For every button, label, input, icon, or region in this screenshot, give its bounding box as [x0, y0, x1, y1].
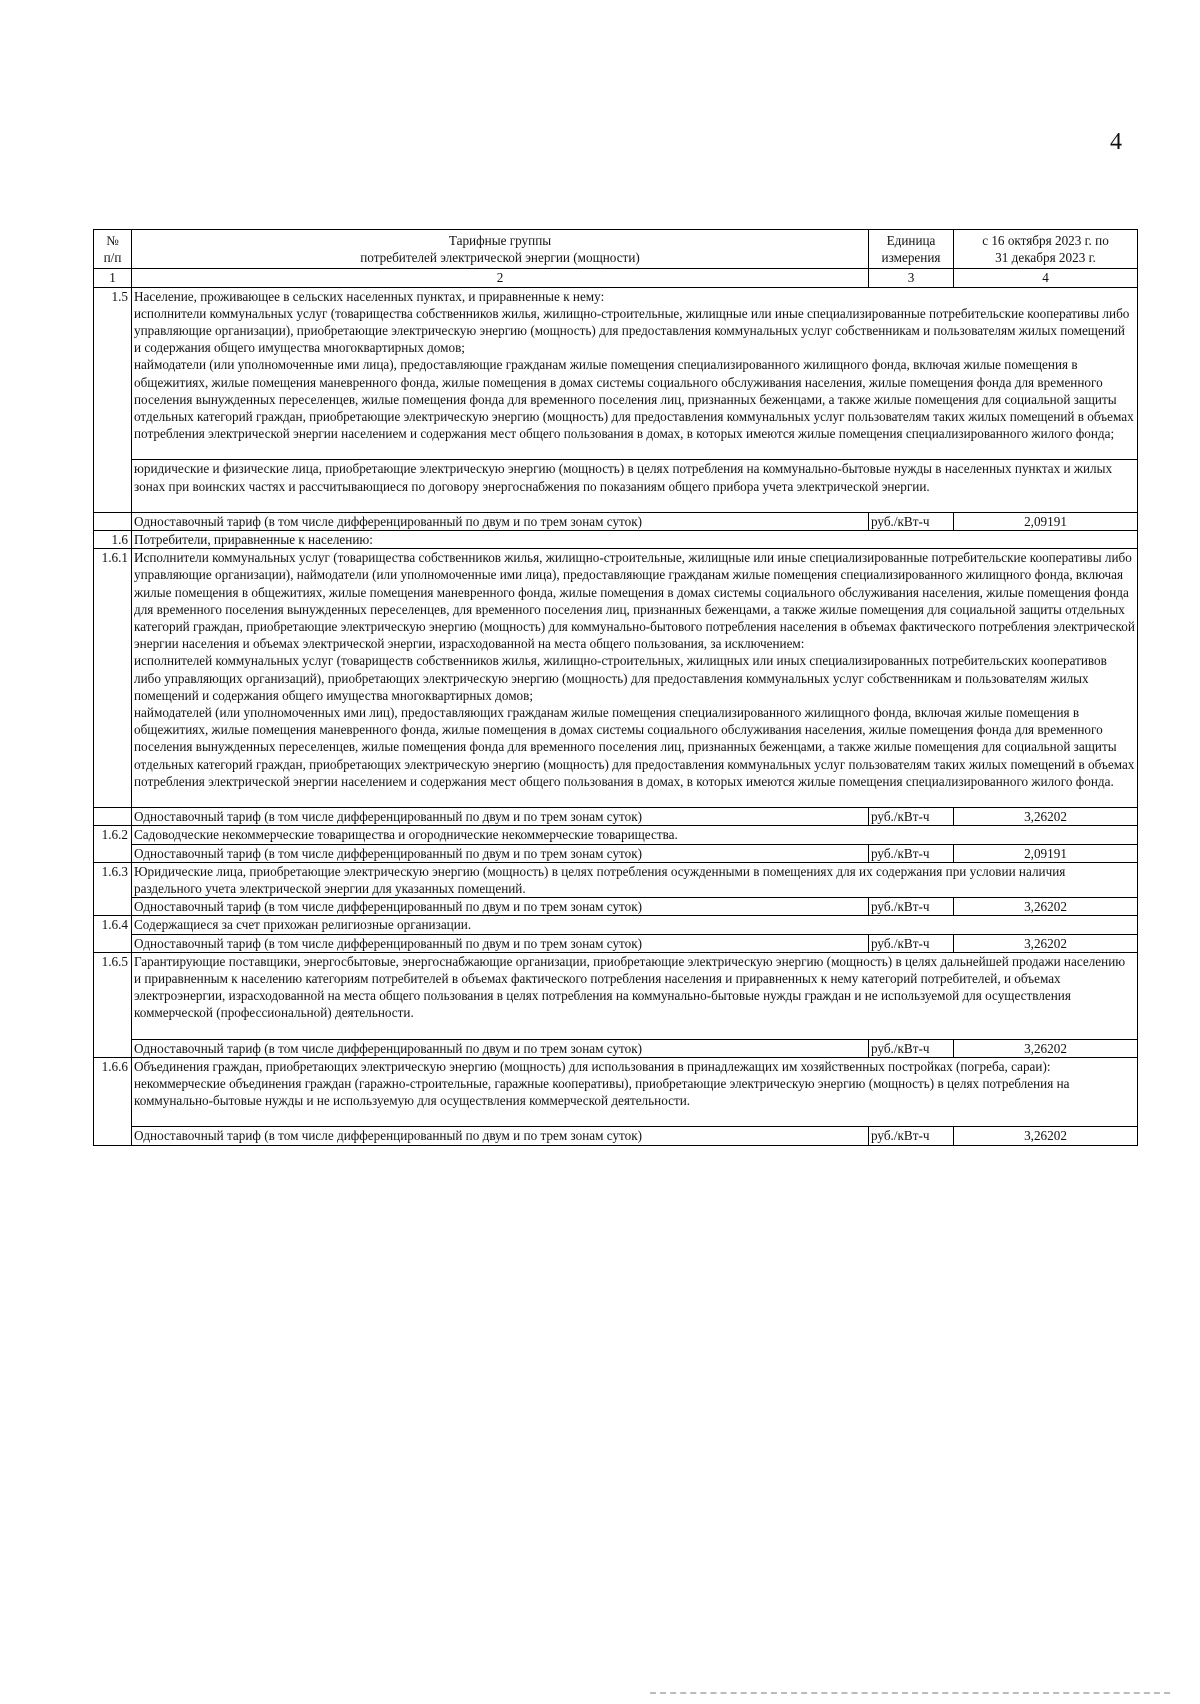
header-value-line2: 31 декабря 2023 г.	[995, 250, 1096, 266]
row-number: 1.5	[94, 287, 132, 512]
tariff-unit: руб./кВт-ч	[869, 1127, 954, 1145]
table-row	[94, 549, 1138, 808]
row-description	[132, 952, 1138, 1039]
header-unit-line1: Единица	[886, 233, 936, 248]
tariff-value: 3,26202	[954, 1127, 1138, 1145]
tariff-unit: руб./кВт-ч	[869, 934, 954, 952]
tariff-row	[94, 934, 1138, 952]
tariff-name: Одноставочный тариф (в том числе дифференцированный по двум и по трем зонам суток)	[132, 1127, 869, 1145]
row-number: 1.6.5	[94, 952, 132, 1057]
table-row	[94, 531, 1138, 549]
row-number: 1.6.3	[94, 862, 132, 916]
tariff-row	[94, 844, 1138, 862]
row-paragraph: Исполнители коммунальных услуг (товарищества собственников жилья, жилищно-строительные, жилищные или иные специализированные потребительские кооперативы либо управляющие организации), наймодатели (или уполномоченные ими лица), предоставляющие гражданам жилые помещения специализированного жилищного фонда, включая жилые помещения в общежитиях, жилые помещения маневренного фонда, жилые помещения в домах системы социального обслуживания населения, жилые помещения фонда для временного поселения вынужденных переселенцев, для временного поселения лиц, признанных беженцами, а также жилые помещения для социальной защиты отдельных категорий граждан, приобретающие электрическую энергию (мощность) для коммунально-бытового потребления населения в объемах фактического потребления электрической энергии населения и объемах электрической энергии, израсходованной на места общего пользования, за исключением:	[134, 550, 1135, 652]
tariff-table	[93, 229, 1138, 1146]
tariff-value: 3,26202	[954, 1039, 1138, 1057]
index-cell: 4	[954, 269, 1138, 287]
row-description: Садоводческие некоммерческие товарищества и огороднические некоммерческие товарищества.	[132, 826, 1138, 844]
row-paragraph: исполнителей коммунальных услуг (товариществ собственников жилья, жилищно-строительных, жилищных или иных специализированных потребительских кооперативов либо управляющих организаций), приобретающих электрическую энергию (мощность) для предоставления коммунальных услуг собственникам и пользователям жилых помещений и содержания общего имущества многоквартирных домов;	[134, 653, 1107, 703]
header-num-line2: п/п	[103, 250, 122, 266]
table-row	[94, 1057, 1138, 1127]
tariff-name: Одноставочный тариф (в том числе дифференцированный по двум и по трем зонам суток)	[132, 934, 869, 952]
row-description	[132, 549, 1138, 808]
row-description	[132, 460, 1138, 512]
row-number: 1.6.2	[94, 826, 132, 862]
header-col-unit	[869, 230, 954, 269]
table-row	[94, 952, 1138, 1039]
row-description	[132, 287, 1138, 460]
tariff-name: Одноставочный тариф (в том числе дифференцированный по двум и по трем зонам суток)	[132, 512, 869, 530]
header-row	[94, 230, 1138, 269]
table-row	[94, 460, 1138, 512]
row-number: 1.6.1	[94, 549, 132, 808]
table-row	[94, 916, 1138, 934]
tariff-unit: руб./кВт-ч	[869, 898, 954, 916]
tariff-row	[94, 1127, 1138, 1145]
header-num-line1: №	[106, 233, 119, 248]
table-row	[94, 862, 1138, 897]
index-cell: 1	[94, 269, 132, 287]
row-paragraph: Гарантирующие поставщики, энергосбытовые, энергоснабжающие организации, приобретающие электрическую энергию (мощность) в целях дальнейшей продажи населению и приравненным к населению категориям потребителей в объемах фактического потребления населения и приравненных к нему категорий потребителей, и объемах электроэнергии, израсходованной на места общего пользования в целях потребления на коммунально-бытовые нужды граждан и не используемой для осуществления коммерческой (профессиональной) деятельности.	[134, 953, 1126, 1021]
tariff-row	[94, 808, 1138, 826]
tariff-unit: руб./кВт-ч	[869, 512, 954, 530]
header-desc-line2: потребителей электрической энергии (мощности)	[360, 250, 640, 266]
tariff-row	[94, 1039, 1138, 1057]
index-cell: 2	[132, 269, 869, 287]
row-description: Юридические лица, приобретающие электрическую энергию (мощность) в целях потребления осужденными в помещениях для их содержания при условии наличия раздельного учета электрической энергии для указанных помещений.	[132, 862, 1138, 897]
tariff-value: 3,26202	[954, 898, 1138, 916]
row-number: 1.6.6	[94, 1057, 132, 1145]
index-row	[94, 269, 1138, 287]
tariff-row	[94, 512, 1138, 530]
tariff-unit: руб./кВт-ч	[869, 1039, 954, 1057]
tariff-value: 3,26202	[954, 808, 1138, 826]
header-col-num	[94, 230, 132, 269]
row-paragraph: Население, проживающее в сельских населенных пунктах, и приравненные к нему:	[134, 288, 605, 304]
tariff-value: 2,09191	[954, 512, 1138, 530]
tariff-value: 2,09191	[954, 844, 1138, 862]
empty-cell	[94, 512, 132, 530]
tariff-name: Одноставочный тариф (в том числе дифференцированный по двум и по трем зонам суток)	[132, 844, 869, 862]
tariff-name: Одноставочный тариф (в том числе дифференцированный по двум и по трем зонам суток)	[132, 898, 869, 916]
scan-artifact-line	[650, 1692, 1170, 1697]
index-cell: 3	[869, 269, 954, 287]
row-paragraph: наймодатели (или уполномоченные ими лица), предоставляющие гражданам жилые помещения специализированного жилищного фонда, включая жилые помещения в общежитиях, жилые помещения маневренного фонда, жилые помещения в домах системы социального обслуживания населения, жилые помещения фонда для временного поселения вынужденных переселенцев, жилые помещения фонда для временного поселения лиц, признанных беженцами, а также жилые помещения для социальной защиты отдельных категорий граждан, приобретающие электрическую энергию (мощность) для предоставления коммунальных услуг пользователям таких жилых помещений в объемах потребления электрической энергии населением и содержания мест общего пользования в домах, в которых имеются жилые помещения специализированного жилого фонда;	[134, 357, 1134, 442]
row-paragraph: наймодателей (или уполномоченных ими лиц), предоставляющих гражданам жилые помещения специализированного жилищного фонда, включая жилые помещения в общежитиях, жилые помещения маневренного фонда, жилые помещения в домах системы социального обслуживания населения, жилые помещения фонда для временного поселения вынужденных переселенцев, жилые помещения фонда для временного поселения лиц, признанных беженцами, а также жилые помещения для социальной защиты отдельных категорий граждан, приобретающих электрическую энергию (мощность) для предоставления коммунальных услуг пользователям таких жилых помещений в объемах потребления электрической энергии населением и содержания мест общего пользования в домах, в которых имеются жилые помещения специализированного жилого фонда.	[134, 705, 1135, 789]
empty-cell	[94, 808, 132, 826]
header-unit-line2: измерения	[881, 250, 941, 266]
table-row	[94, 826, 1138, 844]
table-row	[94, 287, 1138, 460]
row-paragraph: Объединения граждан, приобретающих электрическую энергию (мощность) для использования в принадлежащих им хозяйственных постройках (погреба, сараи): некоммерческие объединения граждан (гаражно-строительные, гаражные кооперативы), приобретающие электрическую энергию (мощность) в целях потребления на коммунально-бытовые нужды и не используемую для осуществления коммерческой деятельности.	[134, 1058, 1070, 1109]
header-desc-line1: Тарифные группы	[448, 233, 552, 248]
row-description: Содержащиеся за счет прихожан религиозные организации.	[132, 916, 1138, 934]
tariff-row	[94, 898, 1138, 916]
page-number: 4	[1110, 129, 1122, 155]
row-paragraph: юридические и физические лица, приобретающие электрическую энергию (мощность) в целях потребления на коммунально-бытовые нужды в населенных пунктах и жилых зонах при воинских частях и рассчитывающиеся по договору энергоснабжения по показаниям общего прибора учета электрической энергии.	[134, 461, 1113, 494]
tariff-value: 3,26202	[954, 934, 1138, 952]
header-col-value	[954, 230, 1138, 269]
row-number: 1.6.4	[94, 916, 132, 952]
row-description	[132, 1057, 1138, 1127]
tariff-unit: руб./кВт-ч	[869, 808, 954, 826]
tariff-name: Одноставочный тариф (в том числе дифференцированный по двум и по трем зонам суток)	[132, 1039, 869, 1057]
tariff-unit: руб./кВт-ч	[869, 844, 954, 862]
row-number: 1.6	[94, 531, 132, 549]
row-description: Потребители, приравненные к населению:	[132, 531, 1138, 549]
header-value-line1: с 16 октября 2023 г. по	[982, 233, 1109, 248]
row-paragraph: исполнители коммунальных услуг (товарищества собственников жилья, жилищно-строительные, жилищные или иные специализированные потребительские кооперативы либо управляющие организации), приобретающие электрическую энергию (мощность) для предоставления коммунальных услуг собственникам и пользователям жилых помещений и содержания общего имущества многоквартирных домов;	[134, 305, 1130, 356]
header-col-desc	[132, 230, 869, 269]
tariff-name: Одноставочный тариф (в том числе дифференцированный по двум и по трем зонам суток)	[132, 808, 869, 826]
